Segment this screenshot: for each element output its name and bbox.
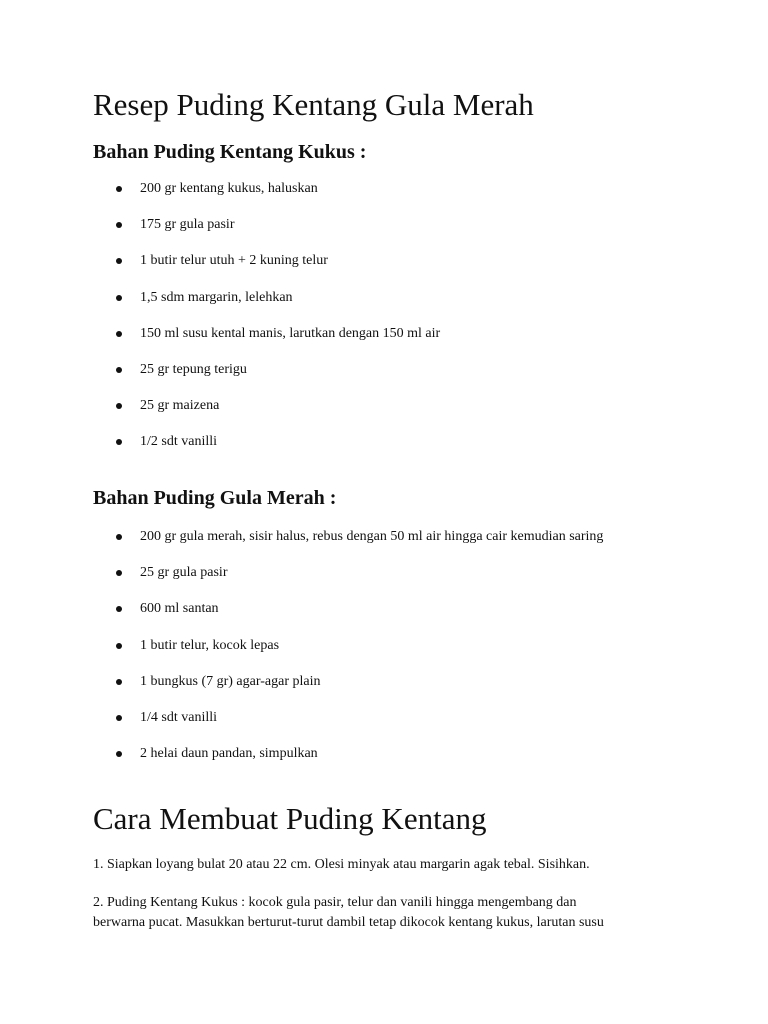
list-item-text: 150 ml susu kental manis, larutkan dengan 150 ml air	[140, 325, 441, 341]
bullet-icon	[116, 439, 122, 445]
list-item-text: 600 ml santan	[140, 601, 219, 617]
list-item-text: 1,5 sdm margarin, lelehkan	[140, 289, 293, 305]
method-heading: Cara Membuat Puding Kentang	[93, 801, 487, 836]
bullet-icon	[116, 367, 122, 373]
method-step-1: 1. Siapkan loyang bulat 20 atau 22 cm. Olesi minyak atau margarin agak tebal. Sisihkan.	[93, 857, 590, 872]
section-heading-gula-merah: Bahan Puding Gula Merah :	[93, 487, 337, 509]
bullet-icon	[116, 331, 122, 337]
method-step-2-line-2: berwarna pucat. Masukkan berturut-turut dambil tetap dikocok kentang kukus, larutan susu	[93, 915, 604, 930]
document-title: Resep Puding Kentang Gula Merah	[93, 87, 534, 122]
bullet-icon	[116, 570, 122, 576]
bullet-icon	[116, 295, 122, 301]
list-item-text: 25 gr tepung terigu	[140, 361, 247, 377]
list-item-text: 25 gr gula pasir	[140, 565, 228, 581]
list-item-text: 25 gr maizena	[140, 398, 220, 414]
list-item-text: 200 gr gula merah, sisir halus, rebus dengan 50 ml air hingga cair kemudian saring	[140, 529, 604, 544]
bullet-icon	[116, 715, 122, 721]
list-item-text: 2 helai daun pandan, simpulkan	[140, 746, 318, 762]
list-item-text: 1/2 sdt vanilli	[140, 434, 217, 450]
section-heading-kentang-kukus: Bahan Puding Kentang Kukus :	[93, 141, 367, 163]
bullet-icon	[116, 751, 122, 757]
method-step-2-line-1: 2. Puding Kentang Kukus : kocok gula pasir, telur dan vanili hingga mengembang dan	[93, 895, 577, 910]
bullet-icon	[116, 222, 122, 228]
bullet-icon	[116, 679, 122, 685]
list-item-text: 1 bungkus (7 gr) agar-agar plain	[140, 673, 321, 689]
bullet-icon	[116, 643, 122, 649]
bullet-icon	[116, 186, 122, 192]
list-item-text: 175 gr gula pasir	[140, 217, 235, 233]
list-item-text: 1 butir telur, kocok lepas	[140, 637, 280, 653]
list-item-text: 200 gr kentang kukus, haluskan	[140, 181, 318, 196]
bullet-icon	[116, 606, 122, 612]
bullet-icon	[116, 258, 122, 264]
bullet-icon	[116, 403, 122, 409]
list-item-text: 1/4 sdt vanilli	[140, 709, 217, 725]
bullet-icon	[116, 534, 122, 540]
list-item-text: 1 butir telur utuh + 2 kuning telur	[140, 253, 328, 269]
